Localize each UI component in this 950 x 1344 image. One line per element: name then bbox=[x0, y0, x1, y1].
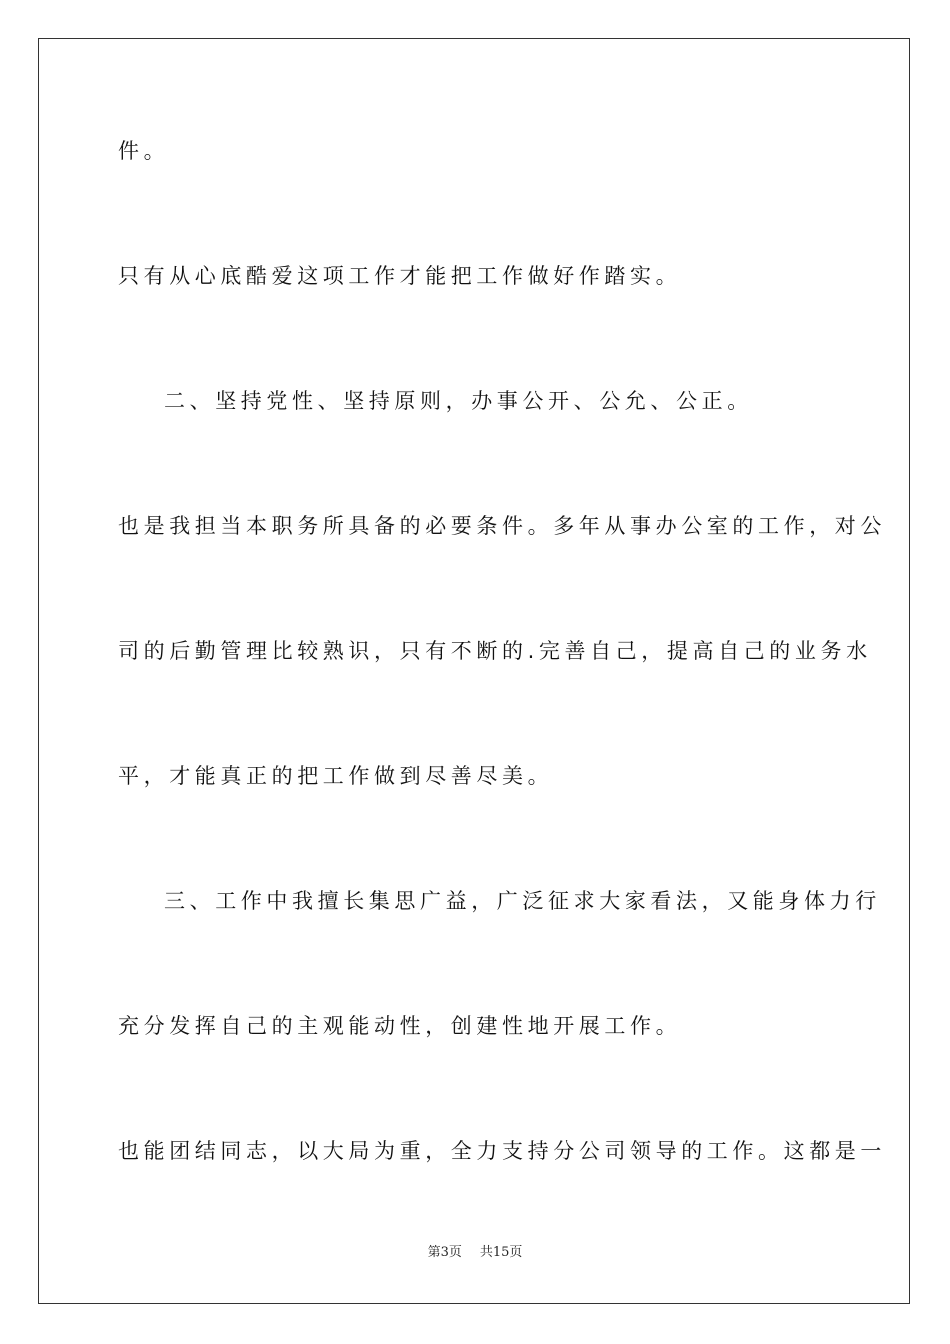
page-number: 第3页 bbox=[427, 1245, 462, 1260]
page-total: 共15页 bbox=[479, 1245, 523, 1260]
text-line-1: 件。 bbox=[118, 139, 170, 163]
text-line-4: 也是我担当本职务所具备的必要条件。多年从事办公室的工作，对公 bbox=[118, 514, 886, 538]
page-footer bbox=[0, 1244, 950, 1262]
page-border bbox=[38, 38, 910, 1304]
text-line-6: 平，才能真正的把工作做到尽善尽美。 bbox=[118, 764, 554, 788]
section-heading-2: 二、坚持党性、坚持原则，办事公开、公允、公正。 bbox=[164, 389, 753, 413]
text-line-5: 司的后勤管理比较熟识，只有不断的.完善自己，提高自己的业务水 bbox=[118, 639, 872, 663]
text-line-2: 只有从心底酷爱这项工作才能把工作做好作踏实。 bbox=[118, 264, 682, 288]
section-heading-3: 三、工作中我擅长集思广益，广泛征求大家看法，又能身体力行 bbox=[164, 889, 881, 913]
text-line-8: 充分发挥自己的主观能动性，创建性地开展工作。 bbox=[118, 1014, 682, 1038]
text-line-9: 也能团结同志，以大局为重，全力支持分公司领导的工作。这都是一 bbox=[118, 1139, 886, 1163]
